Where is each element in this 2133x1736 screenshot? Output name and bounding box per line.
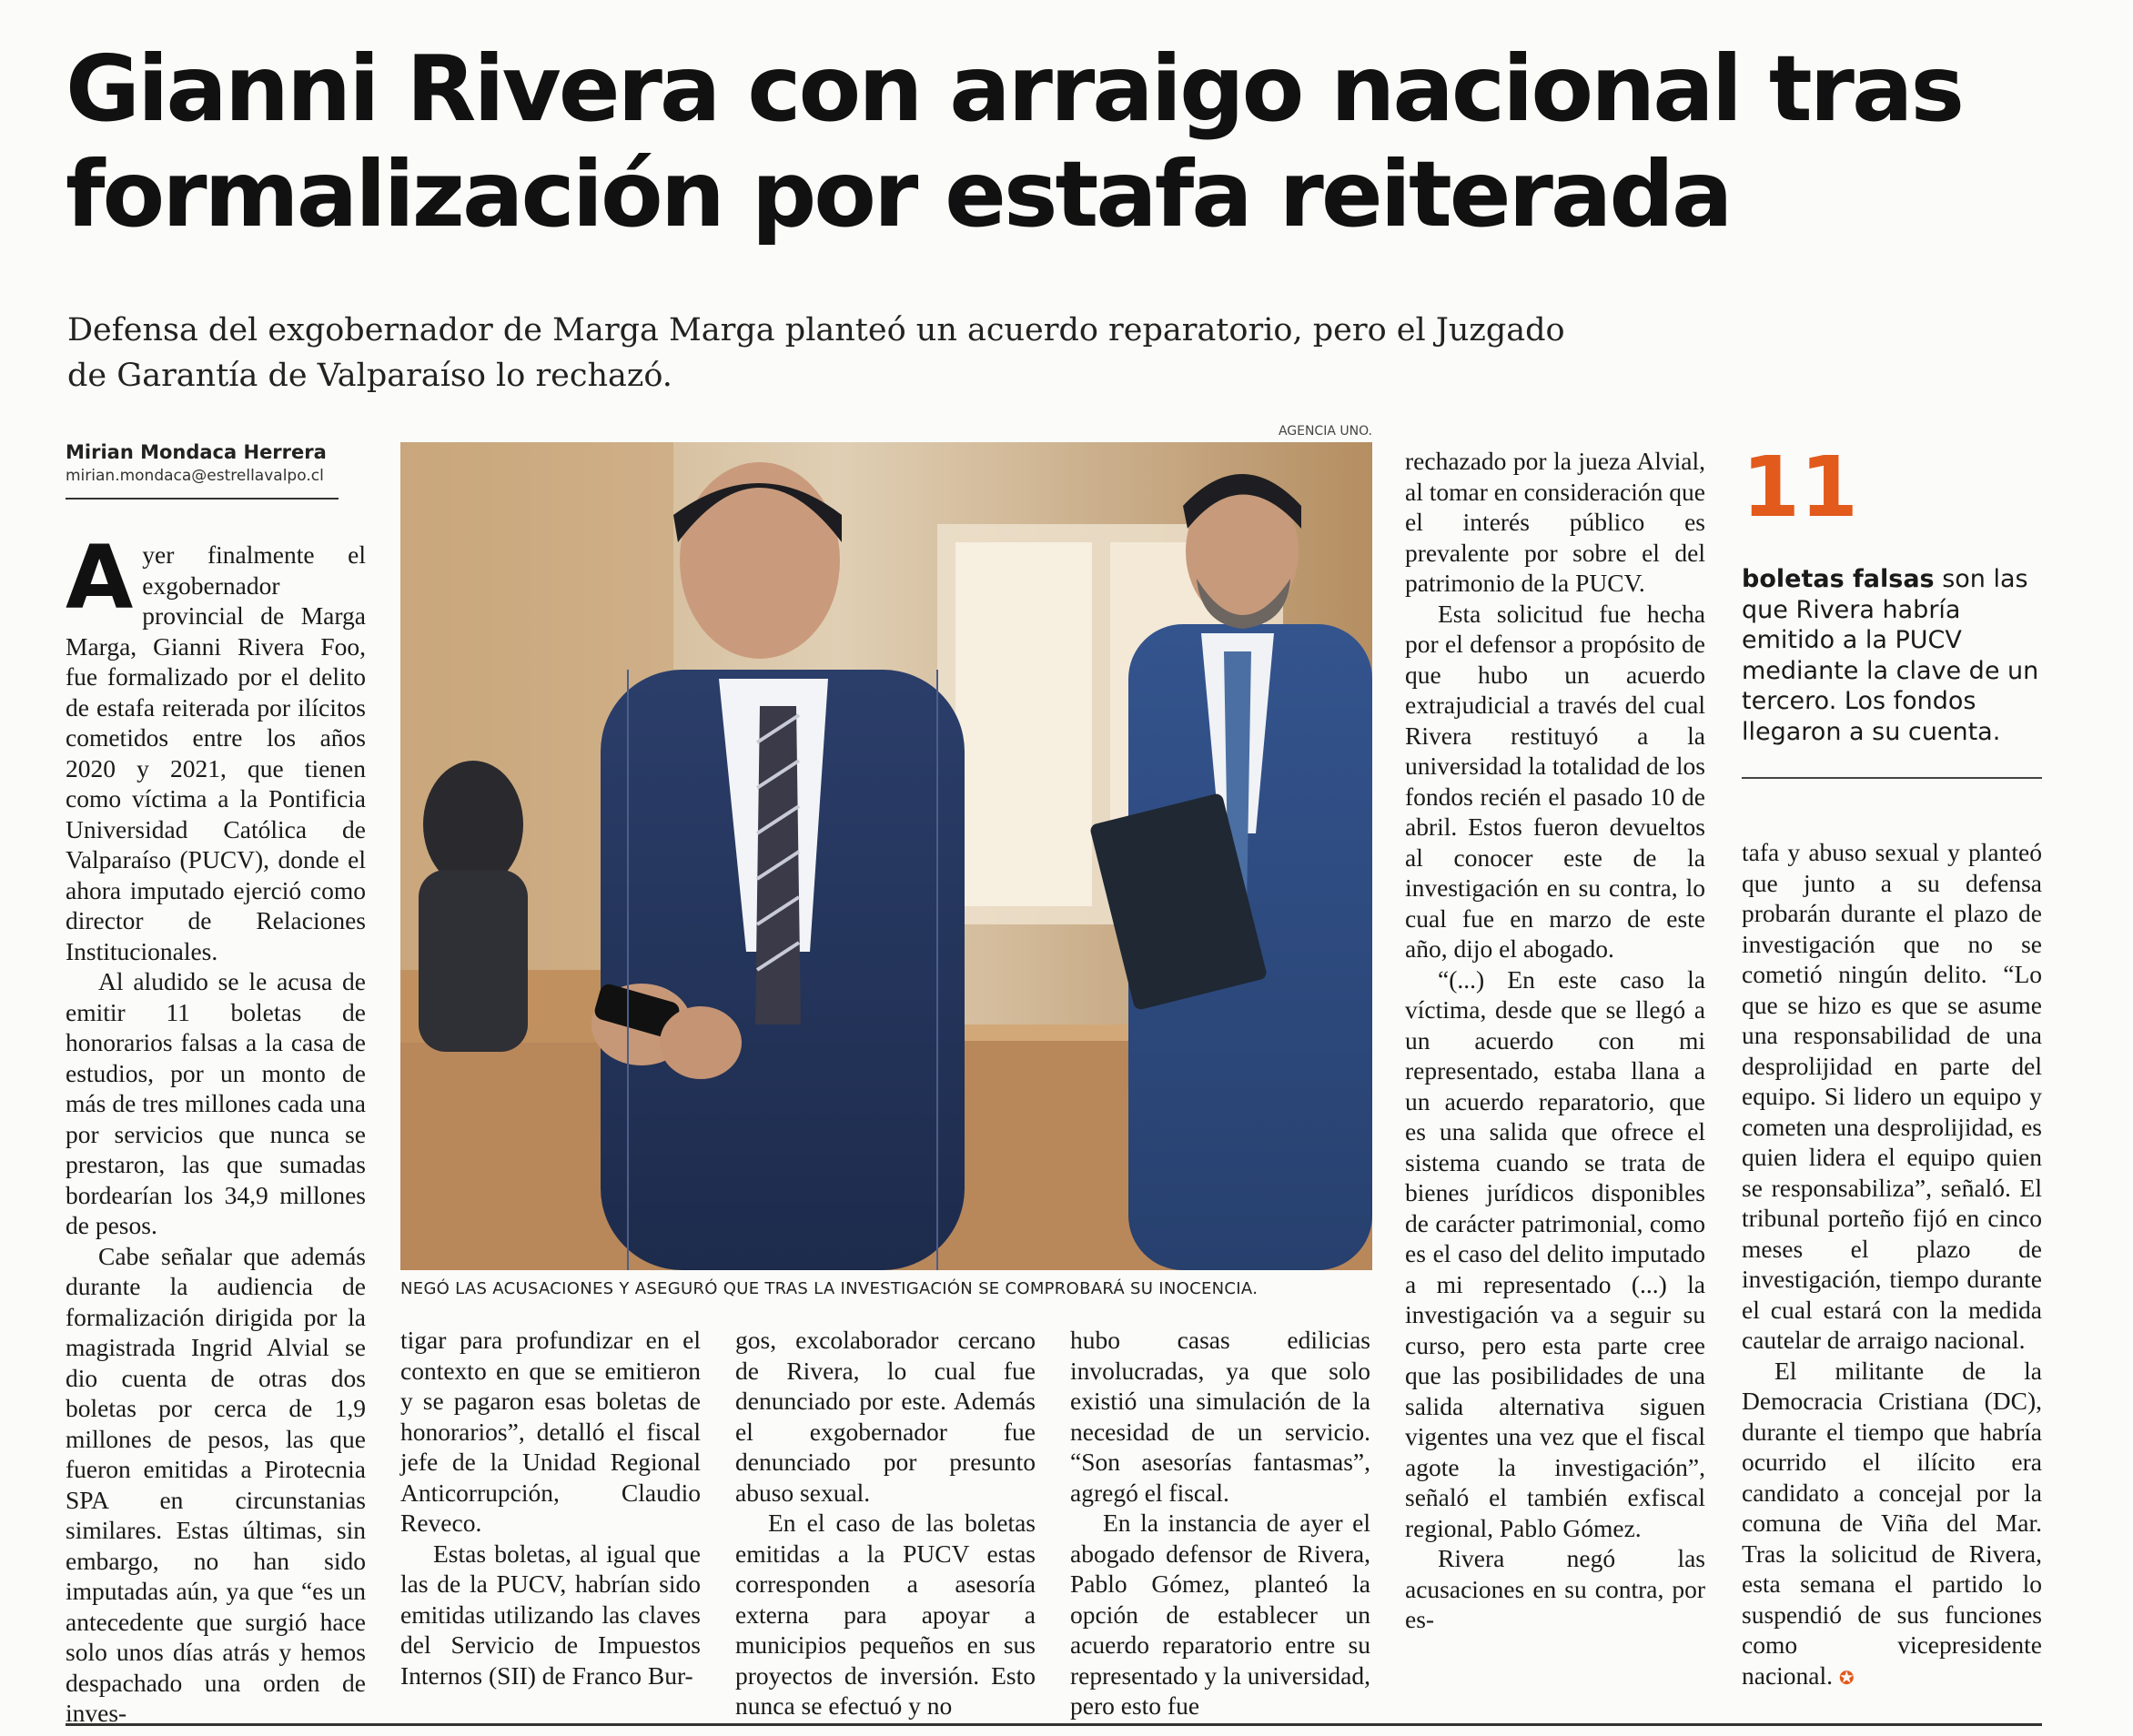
article-paragraph: hubo casas edilicias involucradas, ya que solo existió una simulación de la necesidad de un servicio. “Son asesorías fantasmas”, agregó el fiscal. [1070,1326,1370,1507]
sidebar-text [1742,564,2042,747]
article-paragraph: Cabe señalar que además durante la audiencia de formalización dirigida por la magistrada Ingrid Alvial se dio cuenta de otras dos boletas por cerca de 1,9 millones de pesos, las que fueron emitidas a Pirotecnia SPA en circunstanias similares. Estas últimas, sin embargo, no han sido imputadas aún, ya que “es un antecedente que surgió hace solo unos días atrás y hemos despachado una orden de inves- [66,1241,366,1727]
headline-line-1: Gianni Rivera con arraigo nacional tras [66,35,1962,142]
photo-credit: AGENCIA UNO. [1278,424,1372,439]
article-column-5 [1405,446,1705,1635]
drop-cap: A [66,527,134,629]
photo-caption: NEGÓ LAS ACUSACIONES Y ASEGURÓ QUE TRAS LA INVESTIGACIÓN SE COMPROBARÁ SU INOCENCIA. [400,1279,1259,1298]
article-paragraph: tafa y abuso sexual y planteó que junto a su defensa probarán durante el plazo de investigación que no se cometió ningún delito. “Lo que se hizo es que se asume una responsabilidad de una desprolijidad en parte del equipo. Si lidero un equipo y cometen una desprolijidad, es quien lidera el equipo quien se responsabiliza”, señaló. El tribunal porteño fijó en cinco meses el plazo de investigación, tiempo durante el cual estará con la medida cautelar de arraigo nacional. [1742,838,2042,1354]
author-name: Mirian Mondaca Herrera [66,441,327,463]
article-paragraph: En la instancia de ayer el abogado defensor de Rivera, Pablo Gómez, planteó la opción de establecer un acuerdo reparatorio entre su representado y la universidad, pero esto fue [1070,1509,1370,1720]
deck-line-2: de Garantía de Valparaíso lo rechazó. [67,358,672,394]
article-column-3 [735,1325,1036,1721]
article-column-6 [1742,837,2042,1693]
author-email: mirian.mondaca@estrellavalpo.cl [66,467,324,485]
article-paragraph: Rivera negó las acusaciones en su contra, por es- [1405,1544,1705,1633]
article-paragraph: Ayer finalmente el exgobernador provincial de Marga Marga, Gianni Rivera Foo, fue formalizado por el delito de estafa reiterada por ilícitos cometidos entre los años 2020 y 2021, que tienen como víctima a la Pontificia Universidad Católica de Valparaíso (PUCV), donde el ahora imputado ejerció como director de Relaciones Institucionales. [66,527,366,965]
article-paragraph: rechazado por la jueza Alvial, al tomar en consideración que el interés público es prevalente por sobre el del patrimonio de la PUCV. [1405,447,1705,597]
article-paragraph: gos, excolaborador cercano de Rivera, lo cual fue denunciado por este. Además el exgobernador fue denunciado por presunto abuso sexual. [735,1326,1036,1507]
sidebar-bold: boletas falsas [1742,565,1935,593]
news-photo [400,442,1372,1270]
article-paragraph: Estas boletas, al igual que las de la PUCV, habrían sido emitidas utilizando las claves del Servicio de Impuestos Internos (SII) de Franco Bur- [400,1539,701,1690]
end-mark-icon: ✪ [1838,1666,1855,1689]
sidebar-divider [1742,777,2042,779]
article-paragraph: tigar para profundizar en el contexto en que se emitieron y se pagaron esas boletas de honorarios”, detalló el fiscal jefe de la Unidad Regional Anticorrupción, Claudio Reveco. [400,1326,701,1537]
article-paragraph: Al aludido se le acusa de emitir 11 boletas de honorarios falsas a la casa de estudios, por un monto de más de tres millones cada una por servicios que nunca se prestaron, las que sumadas bordearían los 34,9 millones de pesos. [66,967,366,1239]
article-paragraph: “(...) En este caso la víctima, desde que se llegó a un acuerdo con mi representado, estaba llana a un acuerdo reparatorio, que es una salida que ofrece el sistema cuando se trata de bienes jurídicos disponibles de carácter patrimonial, como es el caso del delito imputado a mi representado (...) la investigación va a seguir su curso, pero esta parte cree que las posibilidades de una salida alternativa siguen vigentes una vez que el fiscal agote la investigación”, señaló el también exfiscal regional, Pablo Gómez. [1405,964,1705,1542]
article-column-1 [66,527,366,1729]
byline [66,439,339,500]
bottom-divider [66,1723,2042,1726]
article-column-4 [1070,1325,1370,1721]
article-paragraph: En el caso de las boletas emitidas a la PUCV estas corresponden a asesoría externa para apoyar a municipios pequeños en sus proyectos de inversión. Esto nunca se efectuó y no [735,1509,1036,1720]
headline-line-2: formalización por estafa reiterada [66,141,1731,247]
sidebar-body: son las que Rivera habría emitido a la PUCV mediante la clave de un tercero. Los fondos llegaron a su cuenta. [1742,565,2039,746]
sidebar-number: 11 [1742,439,1859,536]
headline [66,36,2067,247]
deck-line-1: Defensa del exgobernador de Marga Marga planteó un acuerdo reparatorio, pero el Juzgado [67,312,1565,348]
article-paragraph: Esta solicitud fue hecha por el defensor a propósito de que hubo un acuerdo extrajudicial a través del cual Rivera restituyó a la universidad la totalidad de los fondos recién el pasado 10 de abril. Estos fueron devueltos al conocer este de la investigación en su contra, lo cual fue en marzo de este año, dijo el abogado. [1405,599,1705,963]
article-paragraph: El militante de la Democracia Cristiana (DC), durante el tiempo que habría ocurrido el ilícito era candidato a concejal por la comuna de Viña del Mar. Tras la solicitud de Rivera, esta semana el partido lo suspendió de sus funciones como vicepresidente nacional. ✪ [1742,1356,2042,1690]
deck-subtitle [67,308,1978,399]
article-column-2 [400,1325,701,1691]
